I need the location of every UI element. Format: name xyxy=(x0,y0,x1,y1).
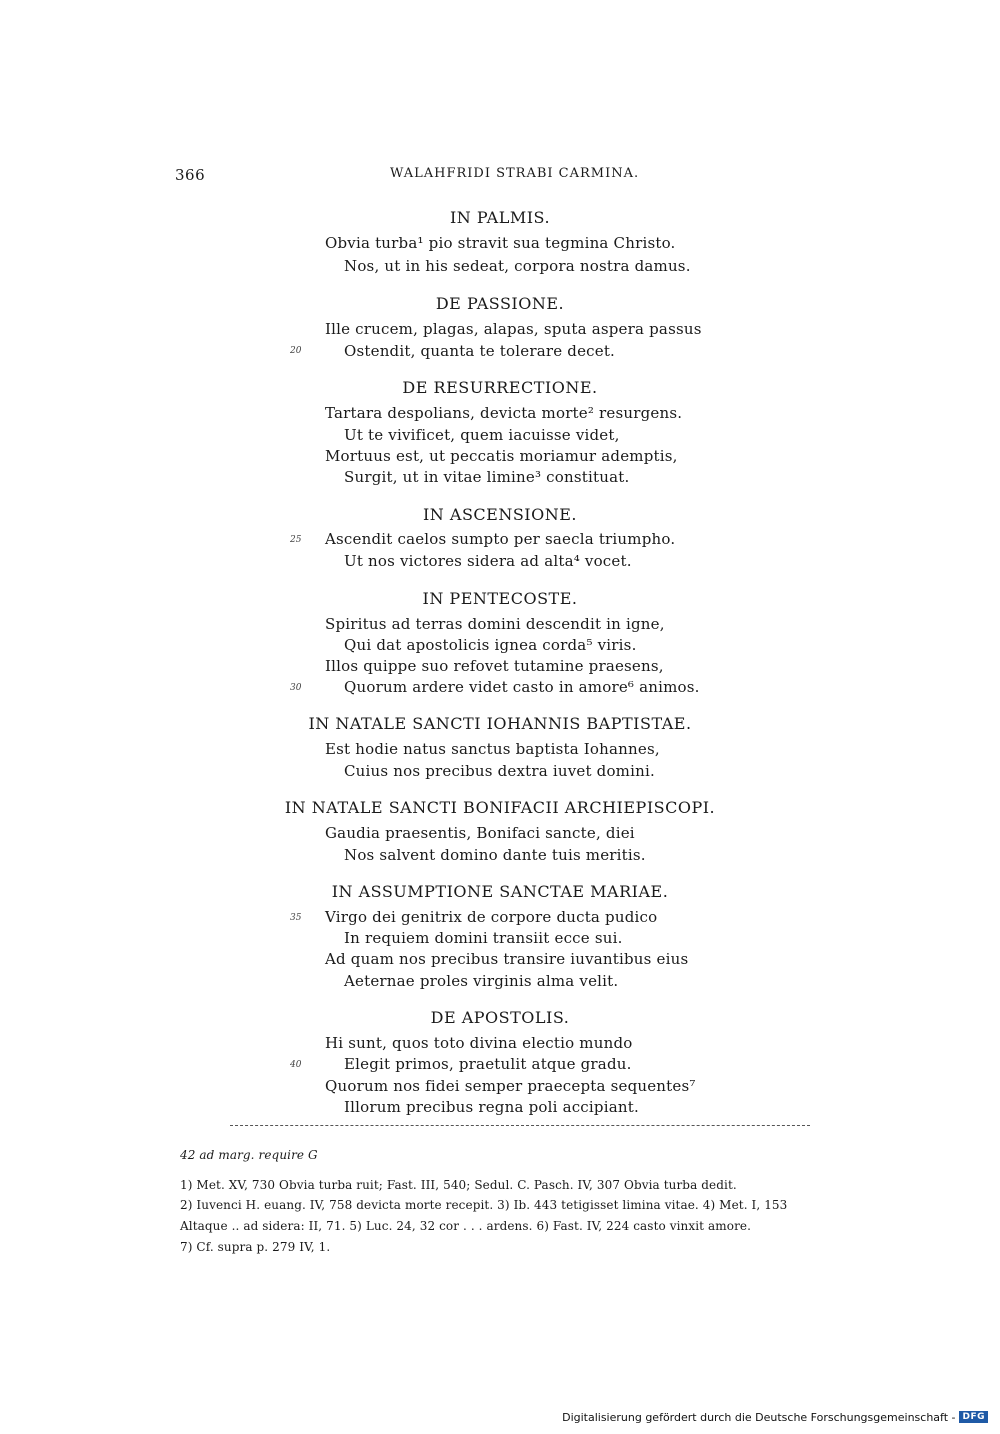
verse-line: Mortuus est, ut peccatis moriamur ademptis, xyxy=(325,447,678,465)
verse-line: Tartara despolians, devicta morte² resurgens. xyxy=(325,404,683,422)
section-title: IN PALMIS. xyxy=(449,208,551,227)
verse-line: Qui dat apostolicis ignea corda⁵ viris. xyxy=(344,636,637,654)
footnote-line: 2) Iuvenci H. euang. IV, 758 devicta morte recepit. 3) Ib. 443 tetigisset limina vitae. 4) Met. I, 153 xyxy=(180,1198,788,1212)
running-title: WALAHFRIDI STRABI CARMINA. xyxy=(390,166,640,181)
verse-line: Ut te vivificet, quem iacuisse videt, xyxy=(344,426,620,444)
credit-text: Digitalisierung gefördert durch die Deutsche Forschungsgemeinschaft - xyxy=(562,1410,956,1424)
critical-apparatus: 42 ad marg. require G xyxy=(180,1148,318,1162)
verse-line: Spiritus ad terras domini descendit in igne, xyxy=(325,615,665,633)
verse-line: Quorum ardere videt casto in amore⁶ animos. xyxy=(344,678,700,696)
section-title: DE RESURRECTIONE. xyxy=(402,378,598,397)
verse-line: Ut nos victores sidera ad alta⁴ vocet. xyxy=(344,552,632,570)
section-title: DE PASSIONE. xyxy=(435,294,565,313)
verse-line: Nos, ut in his sedeat, corpora nostra damus. xyxy=(344,257,691,275)
section-title: IN ASSUMPTIONE SANCTAE MARIAE. xyxy=(331,882,669,901)
digitization-credit xyxy=(562,1410,988,1424)
section-title: IN NATALE SANCTI IOHANNIS BAPTISTAE. xyxy=(308,714,692,733)
section-title: DE APOSTOLIS. xyxy=(430,1008,570,1027)
verse-line: Obvia turba¹ pio stravit sua tegmina Christo. xyxy=(325,234,676,252)
dfg-logo: DFG xyxy=(959,1411,988,1423)
section-title: IN ASCENSIONE. xyxy=(422,505,577,524)
section-title: IN PENTECOSTE. xyxy=(422,589,578,608)
verse-line: Elegit primos, praetulit atque gradu. xyxy=(344,1055,632,1073)
section-title: IN NATALE SANCTI BONIFACII ARCHIEPISCOPI. xyxy=(284,798,716,817)
line-number: 40 xyxy=(290,1060,302,1070)
footnote-line: 7) Cf. supra p. 279 IV, 1. xyxy=(180,1240,331,1254)
verse-line: Surgit, ut in vitae limine³ constituat. xyxy=(344,468,630,486)
verse-line: Gaudia praesentis, Bonifaci sancte, diei xyxy=(325,824,635,842)
verse-line: Ille crucem, plagas, alapas, sputa aspera passus xyxy=(325,320,702,338)
apparatus-divider xyxy=(230,1125,810,1126)
line-number: 25 xyxy=(290,535,302,545)
verse-line: Illorum precibus regna poli accipiant. xyxy=(344,1098,639,1116)
running-head xyxy=(175,166,855,188)
verse-line: Ad quam nos precibus transire iuvantibus eius xyxy=(325,950,689,968)
page-number: 366 xyxy=(175,166,206,184)
verse-line: Est hodie natus sanctus baptista Iohannes, xyxy=(325,740,660,758)
verse-line: Illos quippe suo refovet tutamine praesens, xyxy=(325,657,664,675)
footnote-line: Altaque .. ad sidera: II, 71. 5) Luc. 24, 32 cor . . . ardens. 6) Fast. IV, 224 casto vinxit amore. xyxy=(180,1219,752,1233)
verse-line: In requiem domini transiit ecce sui. xyxy=(344,929,623,947)
verse-line: Nos salvent domino dante tuis meritis. xyxy=(344,846,646,864)
line-number: 30 xyxy=(290,683,302,693)
line-number: 20 xyxy=(290,346,302,356)
verse-line: Ostendit, quanta te tolerare decet. xyxy=(344,342,616,360)
verse-line: Virgo dei genitrix de corpore ducta pudico xyxy=(325,908,658,926)
verse-line: Cuius nos precibus dextra iuvet domini. xyxy=(344,762,655,780)
footnote-line: 1) Met. XV, 730 Obvia turba ruit; Fast. III, 540; Sedul. C. Pasch. IV, 307 Obvia turba dedit. xyxy=(180,1178,737,1192)
line-number: 35 xyxy=(290,913,302,923)
verse-line: Quorum nos fidei semper praecepta sequentes⁷ xyxy=(325,1077,696,1095)
verse-line: Ascendit caelos sumpto per saecla triumpho. xyxy=(325,530,676,548)
verse-line: Hi sunt, quos toto divina electio mundo xyxy=(325,1034,633,1052)
verse-line: Aeternae proles virginis alma velit. xyxy=(344,972,619,990)
